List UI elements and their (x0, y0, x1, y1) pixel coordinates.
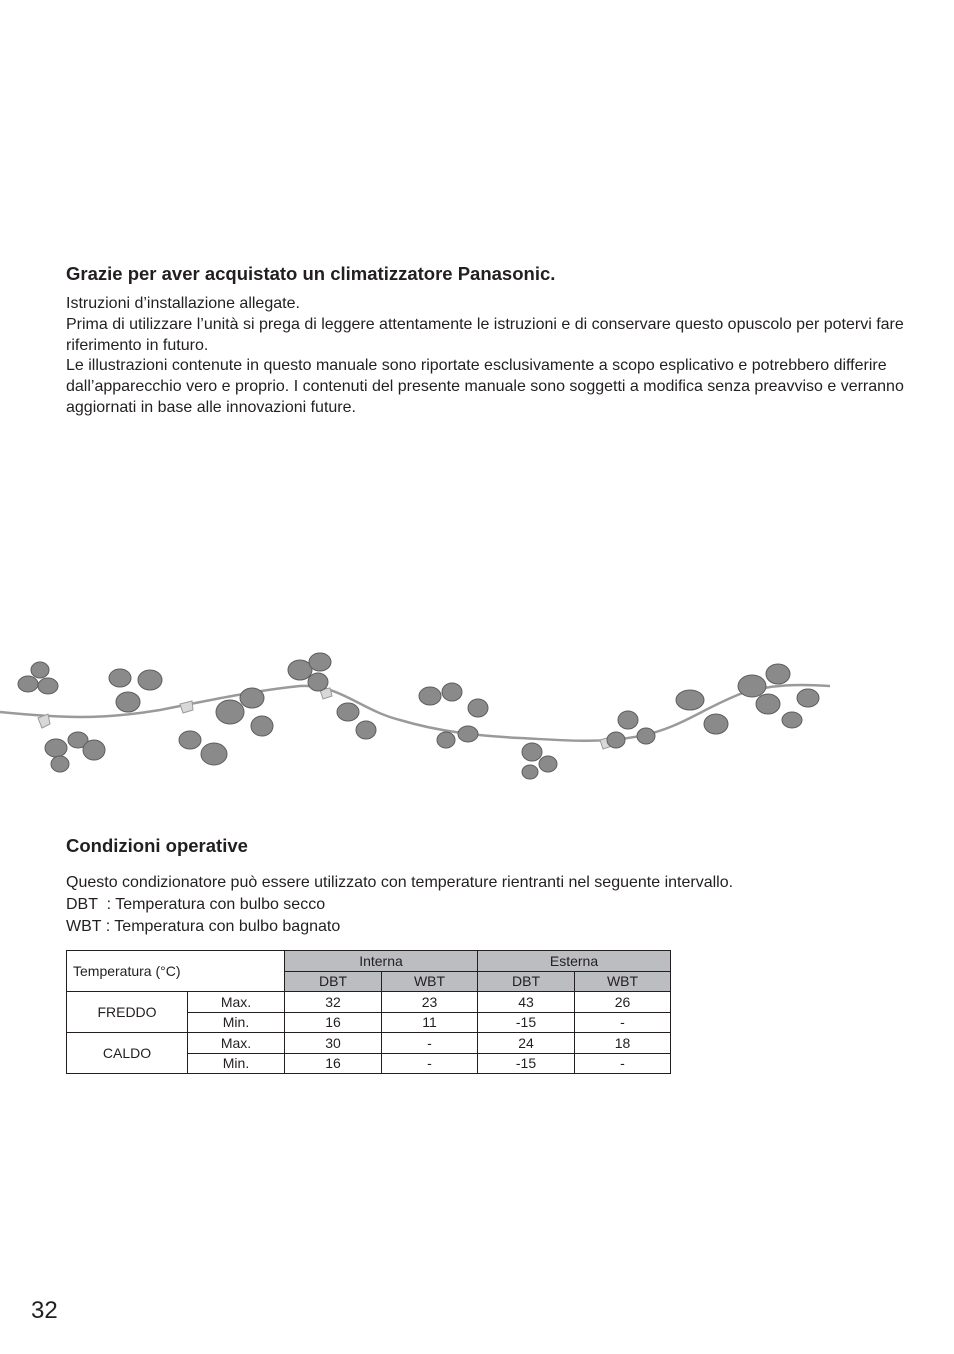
value-cell: 30 (285, 1033, 382, 1054)
interna-dbt-header: DBT (285, 971, 382, 992)
value-cell: 26 (575, 992, 671, 1013)
value-cell: 16 (285, 1012, 382, 1033)
value-cell: 23 (382, 992, 478, 1013)
intro-title: Grazie per aver acquistato un climatizzatore Panasonic. (66, 263, 556, 284)
value-cell: - (382, 1033, 478, 1054)
wbt-legend: WBT : Temperatura con bulbo bagnato (66, 918, 341, 935)
mode-caldo: CALDO (67, 1033, 188, 1074)
value-cell: 11 (382, 1012, 478, 1033)
operating-conditions-table (66, 950, 671, 1074)
limit-cell: Min. (188, 1012, 285, 1033)
table-row (67, 992, 671, 1013)
dbt-legend: DBT : Temperatura con bulbo secco (66, 896, 326, 913)
esterna-header: Esterna (478, 951, 671, 972)
operating-conditions-section (66, 834, 906, 938)
value-cell: - (382, 1053, 478, 1074)
conditions-description: Questo condizionatore può essere utilizzato con temperature rientranti nel seguente intervallo. (66, 874, 734, 891)
esterna-wbt-header: WBT (575, 971, 671, 992)
limit-cell: Max. (188, 1033, 285, 1054)
intro-paragraph-2: Prima di utilizzare l’unità si prega di leggere attentamente le istruzioni e di conservare questo opuscolo per potervi fare riferimento in futuro. (66, 315, 904, 354)
intro-section (66, 262, 906, 419)
clover-vine-illustration (0, 640, 830, 790)
value-cell: 18 (575, 1033, 671, 1054)
value-cell: - (575, 1012, 671, 1033)
value-cell: -15 (478, 1012, 575, 1033)
value-cell: 16 (285, 1053, 382, 1074)
interna-wbt-header: WBT (382, 971, 478, 992)
limit-cell: Max. (188, 992, 285, 1013)
intro-paragraph-1: Istruzioni d’installazione allegate. (66, 295, 300, 312)
mode-freddo: FREDDO (67, 992, 188, 1033)
value-cell: -15 (478, 1053, 575, 1074)
limit-cell: Min. (188, 1053, 285, 1074)
intro-paragraph-3: Le illustrazioni contenute in questo manuale sono riportate esclusivamente a scopo esplicativo e potrebbero differire dall’apparecchio vero e proprio. I contenuti del presente manuale sono soggetti a modifica senza preavviso e verranno aggiornati in base alle innovazioni future. (66, 357, 904, 416)
conditions-title: Condizioni operative (66, 835, 248, 856)
interna-header: Interna (285, 951, 478, 972)
value-cell: 32 (285, 992, 382, 1013)
temperature-header: Temperatura (°C) (67, 951, 285, 992)
value-cell: 24 (478, 1033, 575, 1054)
page-number: 32 (31, 1297, 58, 1324)
table-header-row (67, 951, 671, 972)
value-cell: - (575, 1053, 671, 1074)
esterna-dbt-header: DBT (478, 971, 575, 992)
value-cell: 43 (478, 992, 575, 1013)
table-row (67, 1033, 671, 1054)
